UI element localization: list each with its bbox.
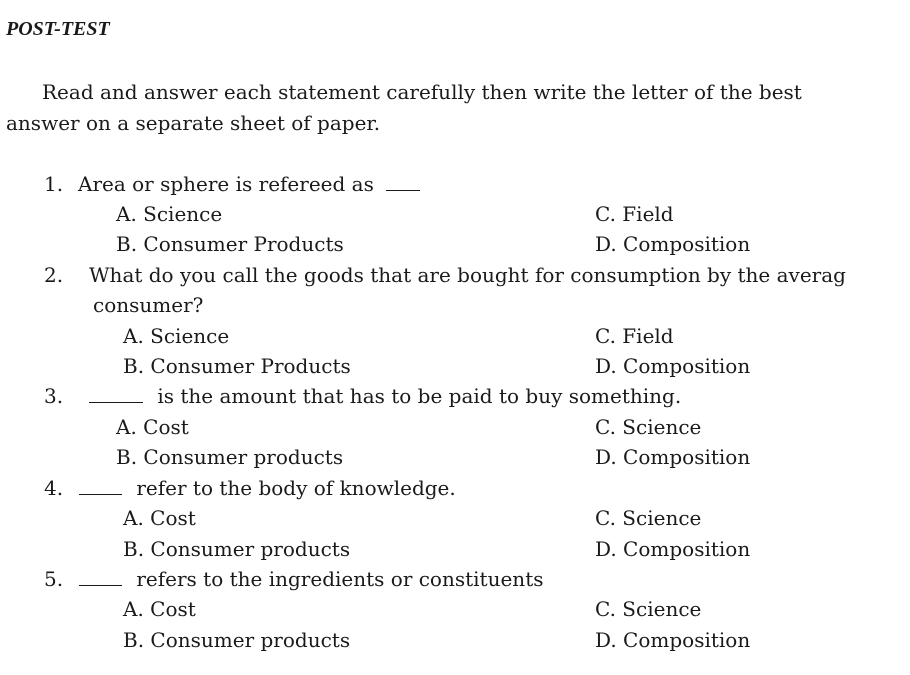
question-number: 2. [44,263,64,287]
answer-blank [89,384,143,403]
question-number: 4. [44,476,64,500]
instructions-line-1: Read and answer each statement carefully then write the letter of the best [42,80,802,104]
question-number: 5. [44,567,64,591]
option-c: C. Field [595,324,674,348]
option-a: A. Science [116,202,223,226]
option-c: C. Science [595,506,702,530]
option-b: B. Consumer products [116,445,344,469]
option-d: D. Composition [595,232,751,256]
question-text: is the amount that has to be paid to buy something. [157,384,682,408]
question-number: 1. [44,172,64,196]
answer-blank [79,567,122,586]
option-d: D. Composition [595,628,751,652]
option-d: D. Composition [595,354,751,378]
option-c: C. Field [595,202,674,226]
page-title: POST-TEST [6,18,110,40]
option-b: B. Consumer Products [116,232,344,256]
option-c: C. Science [595,415,702,439]
option-b: B. Consumer Products [123,354,351,378]
instructions-line-2: answer on a separate sheet of paper. [6,111,381,135]
option-b: B. Consumer products [123,628,351,652]
option-a: A. Science [123,324,230,348]
question-text-line-2: consumer? [93,293,204,317]
option-b: B. Consumer products [123,537,351,561]
option-d: D. Composition [595,537,751,561]
question-text-line-1: What do you call the goods that are bought for consumption by the averag [89,263,846,287]
answer-blank [79,476,122,495]
question-text: refer to the body of knowledge. [136,476,456,500]
question-number: 3. [44,384,64,408]
option-a: A. Cost [116,415,189,439]
answer-blank [386,172,420,191]
option-a: A. Cost [123,506,196,530]
question-text: refers to the ingredients or constituents [136,567,544,591]
option-d: D. Composition [595,445,751,469]
option-a: A. Cost [123,597,196,621]
question-text: Area or sphere is refereed as [78,172,374,196]
option-c: C. Science [595,597,702,621]
